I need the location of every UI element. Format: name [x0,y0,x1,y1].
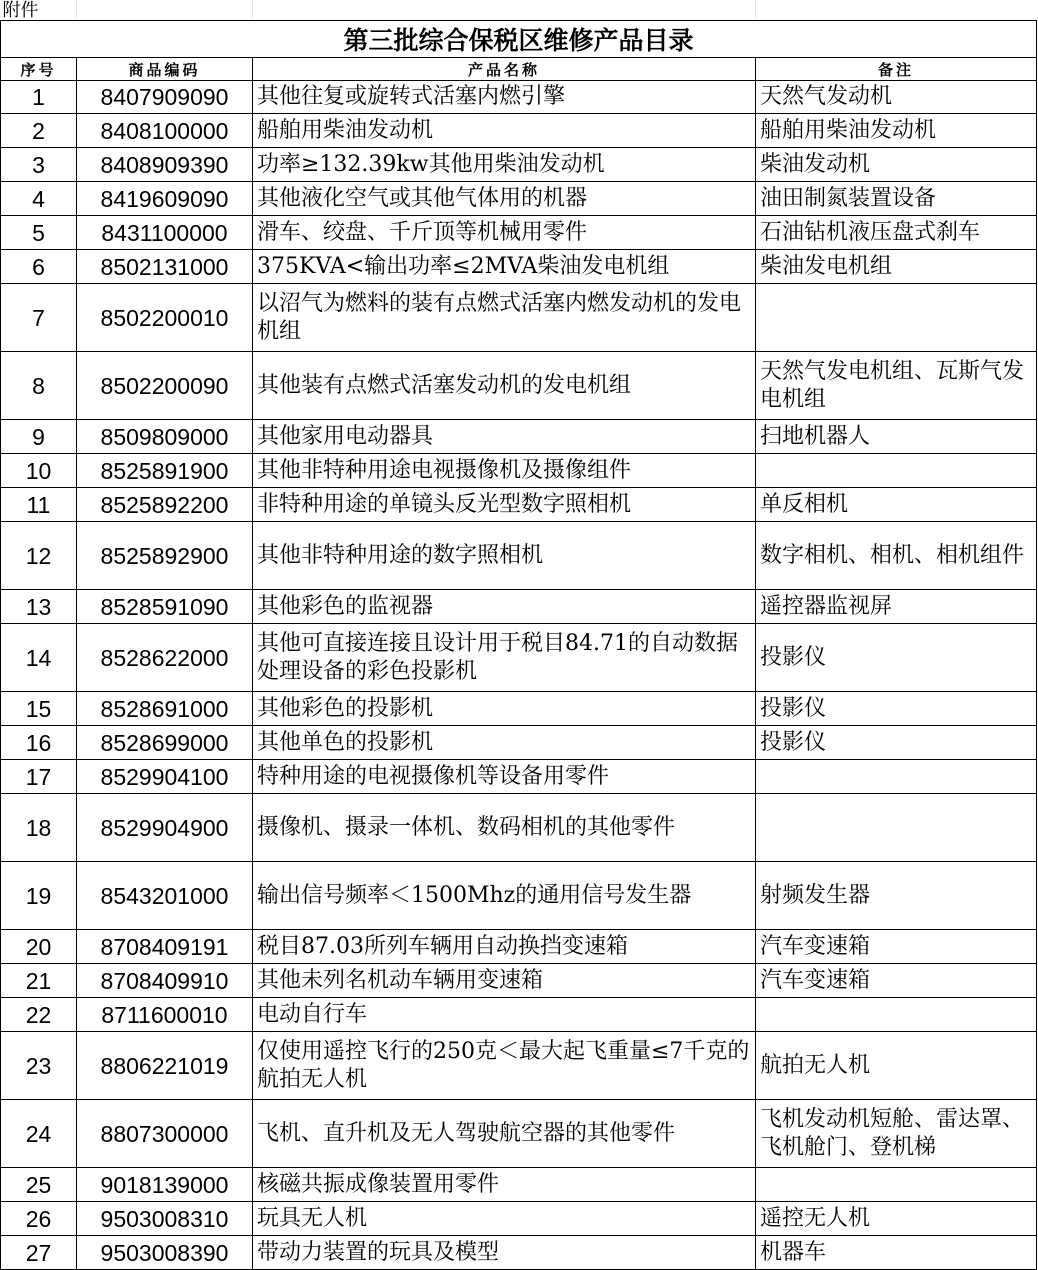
cell-code: 8528622000 [77,624,253,692]
cell-product-name: 税目87.03所列车辆用自动换挡变速箱 [253,930,756,964]
cell-code: 8708409910 [77,964,253,998]
table-row [1,930,1037,964]
table-row [1,590,1037,624]
cell-index: 5 [1,216,77,250]
cell-index: 8 [1,352,77,420]
cell-code: 8431100000 [77,216,253,250]
cell-code: 8509809000 [77,420,253,454]
cell-index: 9 [1,420,77,454]
cell-index: 18 [1,794,77,862]
cell-index: 2 [1,114,77,148]
cell-code: 8529904900 [77,794,253,862]
table-row [1,250,1037,284]
cell-product-name: 其他彩色的监视器 [253,590,756,624]
cell-code: 8408909390 [77,148,253,182]
cell-index: 20 [1,930,77,964]
cell-product-name: 滑车、绞盘、千斤顶等机械用零件 [253,216,756,250]
table-row [1,794,1037,862]
cell-product-name: 核磁共振成像装置用零件 [253,1168,756,1202]
cell-index: 3 [1,148,77,182]
cell-code: 9503008390 [77,1236,253,1270]
cell-index: 21 [1,964,77,998]
table-row [1,148,1037,182]
cell-index: 27 [1,1236,77,1270]
title-row [1,21,1037,58]
cell-product-name: 带动力装置的玩具及模型 [253,1236,756,1270]
table-title: 第三批综合保税区维修产品目录 [1,21,1037,58]
cell-product-name: 仅使用遥控飞行的250克＜最大起飞重量≤7千克的航拍无人机 [253,1032,756,1100]
table-row [1,1202,1037,1236]
table-row [1,1032,1037,1100]
table-row [1,420,1037,454]
cell-note: 天然气发电机组、瓦斯气发电机组 [756,352,1037,420]
cell-note: 天然气发动机 [756,81,1037,114]
cell-index: 23 [1,1032,77,1100]
cell-note: 扫地机器人 [756,420,1037,454]
cell-product-name: 功率≥132.39kw其他用柴油发动机 [253,148,756,182]
attachment-label: 附件 [1,0,77,21]
cell-note: 柴油发动机 [756,148,1037,182]
cell-code: 8528691000 [77,692,253,726]
cell-product-name: 电动自行车 [253,998,756,1032]
table-row [1,998,1037,1032]
cell-product-name: 玩具无人机 [253,1202,756,1236]
cell-note: 射频发生器 [756,862,1037,930]
cell-code: 9503008310 [77,1202,253,1236]
table-row [1,862,1037,930]
cell-code: 8528591090 [77,590,253,624]
cell-product-name: 其他彩色的投影机 [253,692,756,726]
cell-note: 柴油发电机组 [756,250,1037,284]
header-row [1,58,1037,81]
cell-index: 11 [1,488,77,522]
cell-note: 航拍无人机 [756,1032,1037,1100]
cell-code: 8806221019 [77,1032,253,1100]
cell-code: 8529904100 [77,760,253,794]
cell-note: 机器车 [756,1236,1037,1270]
table-row [1,1100,1037,1168]
cell-product-name: 非特种用途的单镜头反光型数字照相机 [253,488,756,522]
cell-index: 24 [1,1100,77,1168]
cell-code: 8528699000 [77,726,253,760]
cell-note: 飞机发动机短舱、雷达罩、飞机舱门、登机梯 [756,1100,1037,1168]
cell-index: 12 [1,522,77,590]
cell-note: 汽车变速箱 [756,930,1037,964]
cell-product-name: 其他非特种用途的数字照相机 [253,522,756,590]
cell-product-name: 其他装有点燃式活塞发动机的发电机组 [253,352,756,420]
cell-note: 船舶用柴油发动机 [756,114,1037,148]
table-row [1,81,1037,114]
table-row [1,114,1037,148]
cell-code: 8419609090 [77,182,253,216]
cell-index: 16 [1,726,77,760]
cell-index: 7 [1,284,77,352]
header-note: 备注 [756,58,1037,81]
cell-index: 22 [1,998,77,1032]
table-row [1,352,1037,420]
cell-code: 8525892900 [77,522,253,590]
cell-code: 8502131000 [77,250,253,284]
cell-note [756,998,1037,1032]
table-row [1,964,1037,998]
cell-note: 数字相机、相机、相机组件 [756,522,1037,590]
cell-code: 8502200010 [77,284,253,352]
cell-code: 8708409191 [77,930,253,964]
cell-code: 8407909090 [77,81,253,114]
cell-index: 4 [1,182,77,216]
cell-product-name: 375KVA<输出功率≤2MVA柴油发电机组 [253,250,756,284]
cell-note: 投影仪 [756,624,1037,692]
cell-product-name: 船舶用柴油发动机 [253,114,756,148]
cell-note [756,794,1037,862]
cell-note: 投影仪 [756,726,1037,760]
table-row [1,216,1037,250]
cell-product-name: 输出信号频率＜1500Mhz的通用信号发生器 [253,862,756,930]
cell-note: 油田制氮装置设备 [756,182,1037,216]
cell-product-name: 其他未列名机动车辆用变速箱 [253,964,756,998]
cell-note: 投影仪 [756,692,1037,726]
table-row [1,454,1037,488]
cell-note: 遥控器监视屏 [756,590,1037,624]
cell-code: 8543201000 [77,862,253,930]
cell-note [756,1168,1037,1202]
cell-note: 汽车变速箱 [756,964,1037,998]
cell-code: 9018139000 [77,1168,253,1202]
cell-index: 6 [1,250,77,284]
cell-code: 8502200090 [77,352,253,420]
cell-index: 14 [1,624,77,692]
cell-code: 8525892200 [77,488,253,522]
header-code: 商品编码 [77,58,253,81]
cell-index: 10 [1,454,77,488]
cell-product-name: 其他非特种用途电视摄像机及摄像组件 [253,454,756,488]
cell-product-name: 其他家用电动器具 [253,420,756,454]
cell-product-name: 以沼气为燃料的装有点燃式活塞内燃发动机的发电机组 [253,284,756,352]
cell-note [756,760,1037,794]
cell-index: 25 [1,1168,77,1202]
cell-code: 8807300000 [77,1100,253,1168]
cell-index: 13 [1,590,77,624]
table-row [1,284,1037,352]
cell-code: 8711600010 [77,998,253,1032]
table-row [1,692,1037,726]
header-index: 序号 [1,58,77,81]
cell-product-name: 其他往复或旋转式活塞内燃引擎 [253,81,756,114]
cell-product-name: 其他可直接连接且设计用于税目84.71的自动数据处理设备的彩色投影机 [253,624,756,692]
cell-index: 15 [1,692,77,726]
cell-product-name: 特种用途的电视摄像机等设备用零件 [253,760,756,794]
cell-index: 26 [1,1202,77,1236]
cell-note: 石油钻机液压盘式刹车 [756,216,1037,250]
cell-index: 17 [1,760,77,794]
table-row [1,1168,1037,1202]
table-row [1,760,1037,794]
table-row [1,1236,1037,1270]
table-row [1,182,1037,216]
table-row [1,522,1037,590]
cell-product-name: 摄像机、摄录一体机、数码相机的其他零件 [253,794,756,862]
attachment-row [1,0,1037,21]
cell-code: 8525891900 [77,454,253,488]
cell-product-name: 飞机、直升机及无人驾驶航空器的其他零件 [253,1100,756,1168]
table-row [1,488,1037,522]
table-row [1,624,1037,692]
cell-index: 1 [1,81,77,114]
cell-product-name: 其他液化空气或其他气体用的机器 [253,182,756,216]
cell-note: 单反相机 [756,488,1037,522]
cell-note: 遥控无人机 [756,1202,1037,1236]
cell-index: 19 [1,862,77,930]
header-name: 产品名称 [253,58,756,81]
cell-product-name: 其他单色的投影机 [253,726,756,760]
cell-note [756,454,1037,488]
cell-note [756,284,1037,352]
cell-code: 8408100000 [77,114,253,148]
table-row [1,726,1037,760]
